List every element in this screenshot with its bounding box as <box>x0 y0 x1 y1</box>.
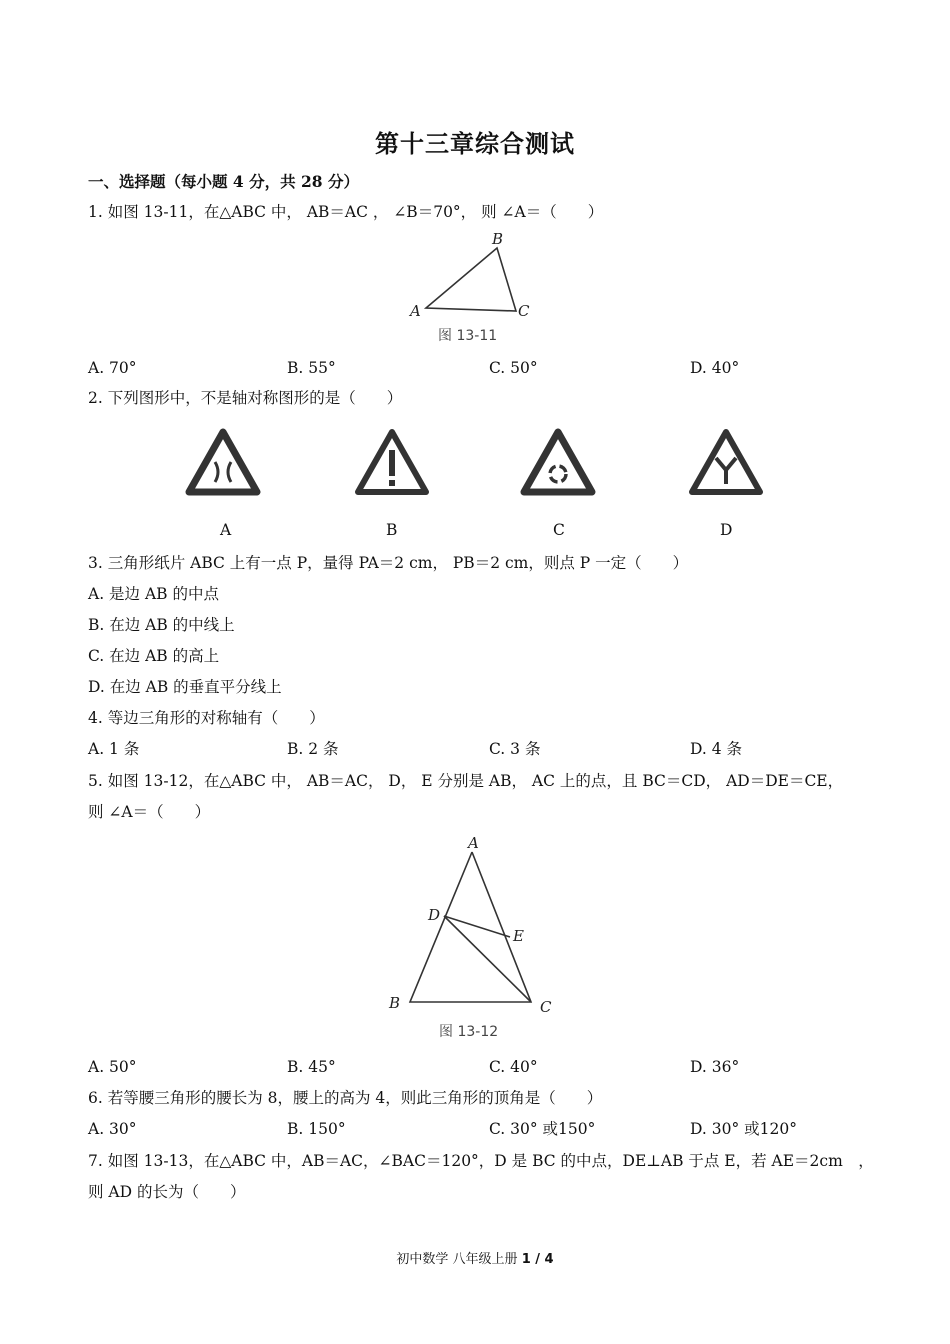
sign-y-junction-icon <box>686 424 766 500</box>
q3-option-c: C. 在边 AB 的高上 <box>88 647 220 665</box>
q6-option-c: C. 30° 或150° <box>489 1120 596 1138</box>
fig1-point-b: B <box>492 230 504 248</box>
q5-option-a: A. 50° <box>88 1058 137 1076</box>
sign-narrow-road-icon <box>183 424 263 500</box>
question-1-stem: 1. 如图 13-11，在△ABC 中， AB＝AC ， ∠B＝70°， 则 ∠A＝（ ） <box>88 203 604 221</box>
question-3-stem: 3. 三角形纸片 ABC 上有一点 P，量得 PA＝2 cm， PB＝2 cm，则点 P 一定（ ） <box>88 554 689 572</box>
q1-option-c: C. 50° <box>489 359 538 377</box>
question-2-stem: 2. 下列图形中，不是轴对称图形的是（ ） <box>88 389 403 407</box>
q3-option-d: D. 在边 AB 的垂直平分线上 <box>88 678 282 696</box>
figure-13-12 <box>378 834 578 1046</box>
fig2-caption: 图 13-12 <box>439 1024 499 1040</box>
question-6-stem: 6. 若等腰三角形的腰长为 8，腰上的高为 4，则此三角形的顶角是（ ） <box>88 1089 603 1107</box>
fig2-point-a: A <box>468 834 479 852</box>
question-5-stem: 5. 如图 13-12，在△ABC 中， AB＝AC， D， E 分别是 AB， AC 上的点，且 BC＝CD， AD＝DE＝CE， <box>88 772 844 790</box>
q1-option-d: D. 40° <box>690 359 740 377</box>
q5-option-d: D. 36° <box>690 1058 740 1076</box>
fig1-point-a: A <box>410 302 421 320</box>
q2-label-a: A <box>220 521 232 539</box>
fig1-point-c: C <box>518 302 530 320</box>
fig2-point-e: E <box>513 927 524 945</box>
q6-option-b: B. 150° <box>287 1120 346 1138</box>
fig2-point-b: B <box>389 994 401 1012</box>
q4-option-d: D. 4 条 <box>690 740 743 758</box>
fig2-point-c: C <box>540 998 552 1016</box>
q1-option-a: A. 70° <box>88 359 137 377</box>
page-number: 1 / 4 <box>521 1252 554 1267</box>
question-7-stem: 7. 如图 13-13，在△ABC 中，AB＝AC，∠BAC＝120°，D 是 BC 的中点，DE⊥AB 于点 E，若 AE＝2cm ， <box>88 1152 874 1170</box>
page-title: 第十三章综合测试 <box>375 129 575 158</box>
fig1-caption: 图 13-11 <box>438 328 498 344</box>
question-5-stem-2: 则 ∠A＝（ ） <box>88 803 211 821</box>
sign-exclamation-icon <box>352 424 432 500</box>
q3-option-b: B. 在边 AB 的中线上 <box>88 616 235 634</box>
question-7-stem-2: 则 AD 的长为（ ） <box>88 1183 246 1201</box>
page-footer <box>0 1248 950 1267</box>
q2-label-d: D <box>720 521 733 539</box>
q2-label-b: B <box>386 521 398 539</box>
section-heading: 一、选择题（每小题 4 分，共 28 分） <box>88 172 359 191</box>
q6-option-a: A. 30° <box>88 1120 137 1138</box>
q4-option-a: A. 1 条 <box>88 740 140 758</box>
footer-text: 初中数学 八年级上册 <box>396 1252 522 1267</box>
fig2-point-d: D <box>428 906 441 924</box>
q4-option-c: C. 3 条 <box>489 740 541 758</box>
q2-label-c: C <box>553 521 565 539</box>
q6-option-d: D. 30° 或120° <box>690 1120 797 1138</box>
figure-13-11 <box>400 228 550 348</box>
q4-option-b: B. 2 条 <box>287 740 339 758</box>
q5-option-c: C. 40° <box>489 1058 538 1076</box>
q5-option-b: B. 45° <box>287 1058 336 1076</box>
q3-option-a: A. 是边 AB 的中点 <box>88 585 219 603</box>
q1-option-b: B. 55° <box>287 359 336 377</box>
sign-roundabout-icon <box>518 424 598 500</box>
question-4-stem: 4. 等边三角形的对称轴有（ ） <box>88 709 325 727</box>
